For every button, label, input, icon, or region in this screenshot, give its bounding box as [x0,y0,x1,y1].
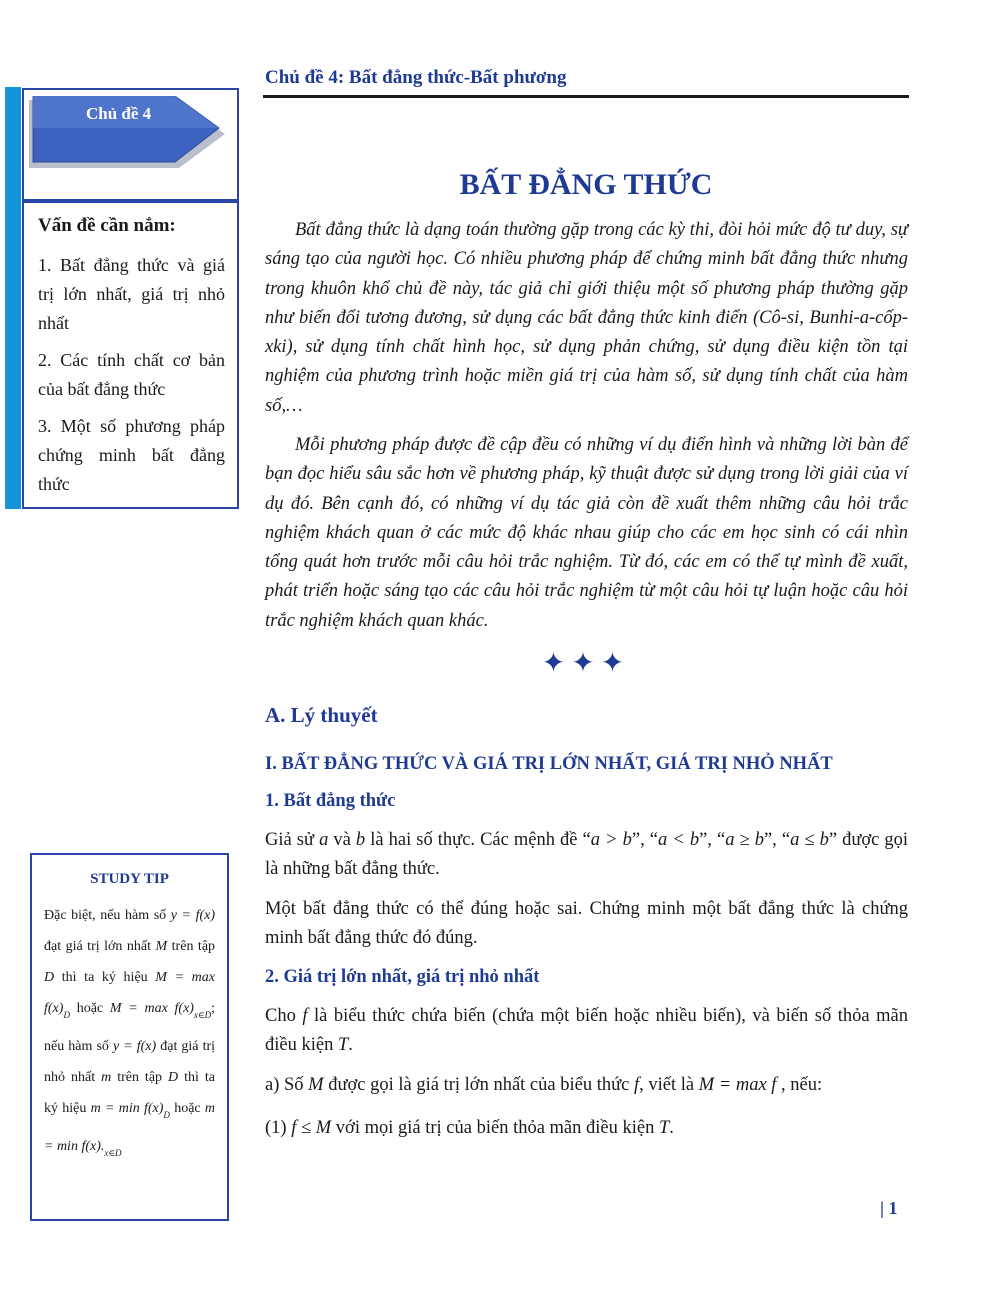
paragraph-max-def: a) Số M được gọi là giá trị lớn nhất của biểu thức f, viết là M = max f , nếu: [265,1075,823,1095]
topic-item: 3. Một số phương pháp chứng minh bất đẳng thức [38,416,225,494]
study-tip-text: Đặc biệt, nếu hàm số y = f(x) đạt giá trị lớn nhất M trên tập D thì ta ký hiệu $M = \max f(x)_D$ hoặc $M = \max f(x)_{x\in D}$; nếu hàm số y = f(x) đạt giá trị nhỏ nhất m trên tập D thì ta ký hiệu $m = \min f(x)_D$ hoặc $m = \min f(x)._{x\in D}$ [44,908,216,1158]
paragraph-inequality-def: Giả sử a và b là hai số thực. Các mệnh đề “a > b”, “a < b”, “a ≥ b”, “a ≤ b” được gọi là những bất đẳng thức. [265,830,909,880]
header-divider [263,95,909,98]
chapter-label: Chủ đề 4 [86,104,152,123]
star-divider-icon: ✦✦✦ [541,648,631,679]
sidebar-accent-bar [5,87,21,509]
topics-box [22,201,239,509]
paragraph-inequality-proof: Một bất đẳng thức có thể đúng hoặc sai. Chứng minh một bất đẳng thức là chứng minh bất đẳng thức đó đúng. [265,899,908,949]
page-number: | 1 [880,1198,898,1218]
intro-paragraph-2: Mỗi phương pháp được đề cập đều có những ví dụ điển hình và những lời bàn để bạn đọc hiểu sâu sắc hơn về phương pháp, kỹ thuật được sử dụng trong lời giải của ví dụ đó. Bên cạnh đó, có những ví dụ tác giả còn đề xuất thêm những câu hỏi trắc nghiệm khách quan ở các mức độ khác nhau giúp cho các em học sinh có cái nhìn tổng quát hơn trước mỗi câu hỏi trắc nghiệm. Từ đó, các em có thể tự mình đề xuất, phát triển hoặc sáng tạo các câu hỏi trắc nghiệm từ một câu hỏi tự luận hoặc câu hỏi trắc nghiệm khách quan khác. [265,435,908,631]
paragraph-expression-def: Cho f là biểu thức chứa biến (chứa một biến hoặc nhiều biến), và biến số thỏa mãn điều kiện T. [265,1006,908,1056]
subsection-heading-1: 1. Bất đẳng thức [265,791,396,811]
topics-title: Vấn đề cần nắm: [38,215,176,236]
page-title: BẤT ĐẲNG THỨC [459,168,713,201]
header-title: Chủ đề 4: Bất đẳng thức-Bất phương [265,67,567,88]
study-tip-box [30,853,229,1221]
paragraph-condition-1: (1) f ≤ M với mọi giá trị của biến thỏa mãn điều kiện T. [265,1118,674,1138]
topic-item: 1. Bất đẳng thức và giá trị lớn nhất, giá trị nhỏ nhất [38,255,225,333]
intro-paragraph-1: Bất đẳng thức là dạng toán thường gặp trong các kỳ thi, đòi hỏi mức độ tư duy, sự sáng tạo của người học. Có nhiều phương pháp để chứng minh bất đẳng thức nhưng trong khuôn khổ chủ đề này, tác giả chỉ giới thiệu một số phương pháp thường gặp như biến đổi tương đương, sử dụng các bất đẳng thức kinh điển (Cô-si, Bunhi-a-cốp-xki), sử dụng tính chất hình học, sử dụng phản chứng, sử dụng điều kiện tồn tại nghiệm của phương trình hoặc miền giá trị của hàm số, sử dụng tính chất của hàm số,… [265,220,908,416]
topic-item: 2. Các tính chất cơ bản của bất đẳng thức [38,350,225,399]
section-heading-a: A. Lý thuyết [265,703,378,727]
chapter-box [22,88,239,201]
section-heading-i: I. BẤT ĐẲNG THỨC VÀ GIÁ TRỊ LỚN NHẤT, GIÁ TRỊ NHỎ NHẤT [265,754,833,774]
subsection-heading-2: 2. Giá trị lớn nhất, giá trị nhỏ nhất [265,967,540,987]
study-tip-title: STUDY TIP [90,871,169,887]
